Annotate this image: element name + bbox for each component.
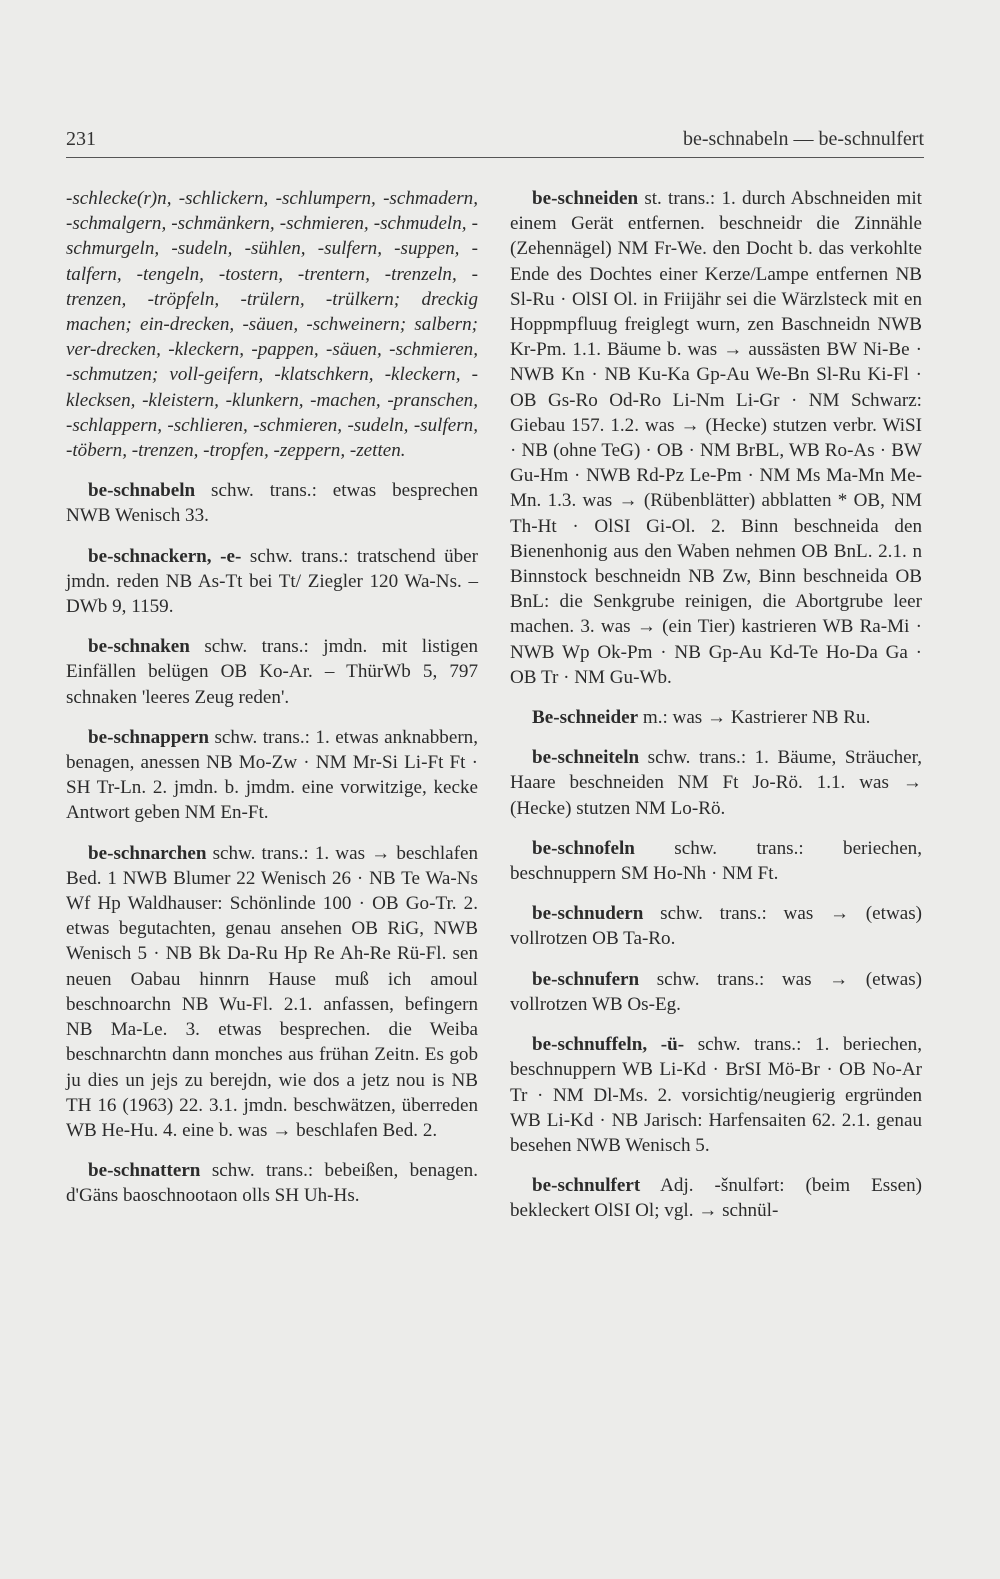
dictionary-entry (66, 841, 478, 1143)
dictionary-entry (66, 478, 478, 528)
entry-headword: be-schnappern (88, 726, 209, 748)
entry-headword: be-schnufern (532, 968, 640, 990)
entry-headword: be-schneiteln (532, 747, 640, 769)
dictionary-entry (510, 186, 922, 690)
dictionary-entry (66, 544, 478, 620)
entry-text: Adj. -šnulfərt: (beim Essen) bekleckert OlSI Ol; vgl. → schnül- (510, 1175, 922, 1222)
dictionary-entry (510, 1173, 922, 1223)
entry-headword: be-schnackern, -e- (88, 545, 242, 567)
dictionary-entry (510, 836, 922, 886)
entry-headword: Be-schneider (532, 707, 639, 729)
entry-text: -schlecke(r)n, -schlickern, -schlumpern, -schmadern, -schmalgern, -schmänkern, -schmieren, -schmudeln, -schmurgeln, -sudeln, -sühlen, -sulfern, -suppen, -talfern, -tengeln, -tostern, -trentern, -trenzeln, -trenzen, -tröpfeln, -trülern, -trülkern; dreckig machen; ein-drecken, -säuen, -schweinern; salbern; ver-drecken, -kleckern, -pappen, -säuen, -schmieren, -schmutzen; voll-geifern, -klatschkern, -kleckern, -klecksen, -kleistern, -klunkern, -machen, -pranschen, -schlappern, -schlieren, -schmieren, -sudeln, -sulfern, -töbern, -trenzen, -tropfen, -zeppern, -zetten. (66, 188, 478, 462)
entry-headword: be-schnattern (88, 1160, 201, 1182)
entry-text: schw. trans.: etwas besprechen NWB Wenisch 33. (66, 480, 478, 527)
entry-text: schw. trans.: 1. was → beschlafen Bed. 1 NWB Blumer 22 Wenisch 26 · NB Te Wa-Ns Wf Hp Waldhauser: Schönlinde 100 · OB Go-Tr. 2. etwas begutachten, genau ansehen OB RiG, NWB Wenisch 5 · NB Bk Da-Ru Hp Re Ah-Re Rü-Fl. sen neuen Oabau hinnrn Hause muß ich amoul beschnoarchn NB Wu-Fl. 2.1. anfassen, befingern NB Ma-Le. 3. etwas besprechen. die Weiba beschnarchtn dann monches aus frühan Zeitn. Es gob ju dies un jejs zu berejdn, wie dos a jetz nou is NB TH 16 (1963) 22. 3.1. jmdn. beschwätzen, überreden WB He-Hu. 4. eine b. was → beschlafen Bed. 2. (66, 842, 478, 1141)
dictionary-entry (66, 186, 478, 463)
entry-text: schw. trans.: was → (etwas) vollrotzen WB Os-Eg. (510, 968, 922, 1015)
entry-text: schw. trans.: 1. etwas anknabbern, benagen, anessen NB Mo-Zw · NM Mr-Si Li-Ft Ft · SH Tr-Ln. 2. jmdn. b. jmdm. eine vorwitzige, kecke Antwort geben NM En-Ft. (66, 726, 478, 824)
entry-text: schw. trans.: 1. Bäume, Sträucher, Haare beschneiden NM Ft Jo-Rö. 1.1. was → (Hecke) stutzen NM Lo-Rö. (510, 747, 922, 819)
entry-headword: be-schnulfert (532, 1175, 641, 1197)
dictionary-entry (66, 725, 478, 826)
entry-text: schw. trans.: beriechen, beschnuppern SM Ho-Nh · NM Ft. (510, 837, 922, 885)
right-column (510, 186, 922, 1239)
header-rule (66, 157, 924, 158)
entry-headword: be-schnuffeln, -ü- (532, 1034, 685, 1056)
entry-headword: be-schnarchen (88, 842, 207, 864)
entry-text: schw. trans.: tratschend über jmdn. reden NB As-Tt bei Tt/ Ziegler 120 Wa-Ns. – DWb 9, 1159. (66, 545, 478, 618)
dictionary-entry (66, 634, 478, 710)
entry-headword: be-schnudern (532, 903, 644, 925)
dictionary-entry (510, 901, 922, 951)
entry-headword: be-schneiden (532, 188, 639, 209)
entry-text: schw. trans.: 1. beriechen, beschnuppern WB Li-Kd · BrSI Mö-Br · OB No-Ar Tr · NM Dl-Ms. 2. vorsichtig/neugierig ergründen WB Li-Kd · NB Jarisch: Harfensaiten 62. 2.1. genau besehen NWB Wenisch 5. (510, 1034, 922, 1156)
entry-headword: be-schnabeln (88, 480, 196, 502)
dictionary-entry (510, 1032, 922, 1158)
dictionary-entry (510, 745, 922, 821)
entry-text: schw. trans.: bebeißen, benagen. d'Gäns baoschnootaon olls SH Uh-Hs. (66, 1160, 478, 1207)
entry-text: m.: was → Kastrierer NB Ru. (642, 707, 871, 729)
left-column (66, 186, 478, 1224)
entry-text: schw. trans.: jmdn. mit listigen Einfällen belügen OB Ko-Ar. – ThürWb 5, 797 schnaken 'leeres Zeug reden'. (66, 636, 478, 708)
page-number: 231 (66, 128, 96, 150)
entry-headword: be-schnofeln (532, 837, 635, 859)
running-title: be-schnabeln — be-schnulfert (682, 128, 924, 150)
entry-headword: be-schnaken (88, 636, 190, 658)
entry-text: st. trans.: 1. durch Abschneiden mit einem Gerät entfernen. beschneidr die Zinnähle (Zehennägel) NM Fr-We. den Docht b. das verkohlte Ende des Dochtes einer Kerze/Lampe entfernen NB Sl-Ru · OlSI Ol. in Friijähr sei die Wärzlsteck mit en Hoppmpfluug freiglegt wurn, zen Baschneidn NWB Kr-Pm. 1.1. Bäume b. was → aussästen BW Ni-Be · NWB Kn · NB Ku-Ka Gp-Au We-Bn Sl-Ru Ki-Fl · OB Gs-Ro Od-Ro Li-Nm Li-Gr · NM Schwarz: Giebau 157. 1.2. was → (Hecke) stutzen verbr. WiSI · NB (ohne TeG) · OB · NM BrBL, WB Ro-As · BW Gu-Hm · NWB Rd-Pz Le-Pm · NM Ms Ma-Mn Me-Mn. 1.3. was → (Rübenblätter) abblatten * OB, NM Th-Ht · OlSI Gi-Ol. 2. Binn beschneida den Bienenhonig aus den Waben nehmen OB BnL. 2.1. n Binnstock beschneidn NB Zw, Binn beschneida OB BnL: die Senkgrube reinigen, die Abortgrube leer machen. 3. was → (ein Tier) kastrieren WB Ra-Mi · NWB Wp Ok-Pm · NB Gp-Au Kd-Te Ho-Da Ga · OB Tr · NM Gu-Wb. (510, 188, 922, 688)
dictionary-entry (510, 967, 922, 1017)
dictionary-entry (510, 705, 922, 730)
dictionary-entry (66, 1158, 478, 1208)
entry-text: schw. trans.: was → (etwas) vollrotzen OB Ta-Ro. (510, 903, 922, 950)
